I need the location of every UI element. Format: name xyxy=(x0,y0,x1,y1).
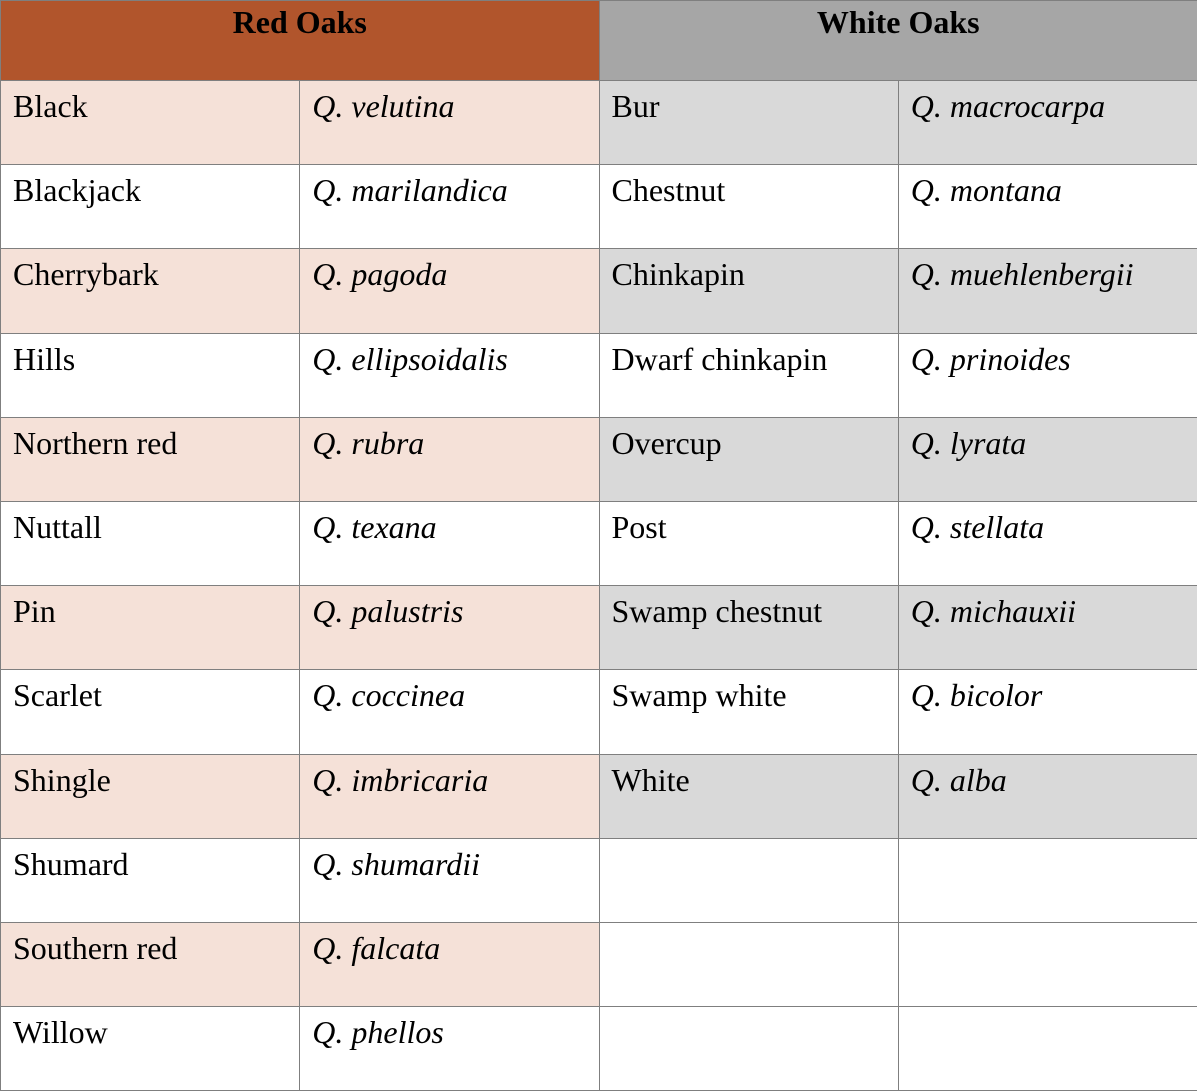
empty-cell xyxy=(898,838,1197,922)
white-oak-scientific-name: Q. alba xyxy=(898,754,1197,838)
red-oak-scientific-name: Q. palustris xyxy=(300,586,599,670)
white-oak-common-name: Swamp chestnut xyxy=(599,586,898,670)
red-oak-scientific-name: Q. imbricaria xyxy=(300,754,599,838)
header-row xyxy=(1,1,1197,81)
red-oak-common-name: Shingle xyxy=(1,754,300,838)
red-oak-common-name: Willow xyxy=(1,1007,300,1091)
table-row xyxy=(1,670,1197,754)
red-oak-scientific-name: Q. marilandica xyxy=(300,165,599,249)
empty-cell xyxy=(898,1007,1197,1091)
white-oak-scientific-name: Q. michauxii xyxy=(898,586,1197,670)
red-oak-scientific-name: Q. phellos xyxy=(300,1007,599,1091)
red-oak-scientific-name: Q. pagoda xyxy=(300,249,599,333)
table-row xyxy=(1,81,1197,165)
white-oak-common-name: Chestnut xyxy=(599,165,898,249)
empty-cell xyxy=(599,838,898,922)
red-oak-common-name: Hills xyxy=(1,333,300,417)
red-oak-scientific-name: Q. rubra xyxy=(300,417,599,501)
table-row xyxy=(1,165,1197,249)
red-oak-common-name: Cherrybark xyxy=(1,249,300,333)
empty-cell xyxy=(599,1007,898,1091)
white-oak-common-name: Chinkapin xyxy=(599,249,898,333)
red-oak-scientific-name: Q. texana xyxy=(300,501,599,585)
table-row xyxy=(1,249,1197,333)
white-oak-scientific-name: Q. lyrata xyxy=(898,417,1197,501)
table-row xyxy=(1,922,1197,1006)
empty-cell xyxy=(599,922,898,1006)
red-oak-common-name: Blackjack xyxy=(1,165,300,249)
white-oak-scientific-name: Q. bicolor xyxy=(898,670,1197,754)
table-row xyxy=(1,1007,1197,1091)
white-oak-scientific-name: Q. stellata xyxy=(898,501,1197,585)
white-oak-common-name: White xyxy=(599,754,898,838)
red-oak-common-name: Black xyxy=(1,81,300,165)
red-oak-common-name: Shumard xyxy=(1,838,300,922)
table-row xyxy=(1,754,1197,838)
white-oak-scientific-name: Q. muehlenbergii xyxy=(898,249,1197,333)
red-oak-common-name: Pin xyxy=(1,586,300,670)
red-oaks-header: Red Oaks xyxy=(1,1,600,81)
red-oak-common-name: Scarlet xyxy=(1,670,300,754)
red-oak-scientific-name: Q. falcata xyxy=(300,922,599,1006)
red-oak-scientific-name: Q. coccinea xyxy=(300,670,599,754)
red-oak-scientific-name: Q. shumardii xyxy=(300,838,599,922)
red-oak-scientific-name: Q. velutina xyxy=(300,81,599,165)
red-oak-scientific-name: Q. ellipsoidalis xyxy=(300,333,599,417)
white-oak-common-name: Bur xyxy=(599,81,898,165)
white-oak-scientific-name: Q. prinoides xyxy=(898,333,1197,417)
white-oak-scientific-name: Q. macrocarpa xyxy=(898,81,1197,165)
table-row xyxy=(1,501,1197,585)
empty-cell xyxy=(898,922,1197,1006)
table-row xyxy=(1,333,1197,417)
table-row xyxy=(1,586,1197,670)
white-oak-common-name: Swamp white xyxy=(599,670,898,754)
red-oak-common-name: Northern red xyxy=(1,417,300,501)
white-oak-common-name: Overcup xyxy=(599,417,898,501)
white-oak-common-name: Dwarf chinkapin xyxy=(599,333,898,417)
white-oak-common-name: Post xyxy=(599,501,898,585)
table-row xyxy=(1,417,1197,501)
red-oak-common-name: Southern red xyxy=(1,922,300,1006)
white-oak-scientific-name: Q. montana xyxy=(898,165,1197,249)
red-oak-common-name: Nuttall xyxy=(1,501,300,585)
white-oaks-header: White Oaks xyxy=(599,1,1197,81)
table-row xyxy=(1,838,1197,922)
